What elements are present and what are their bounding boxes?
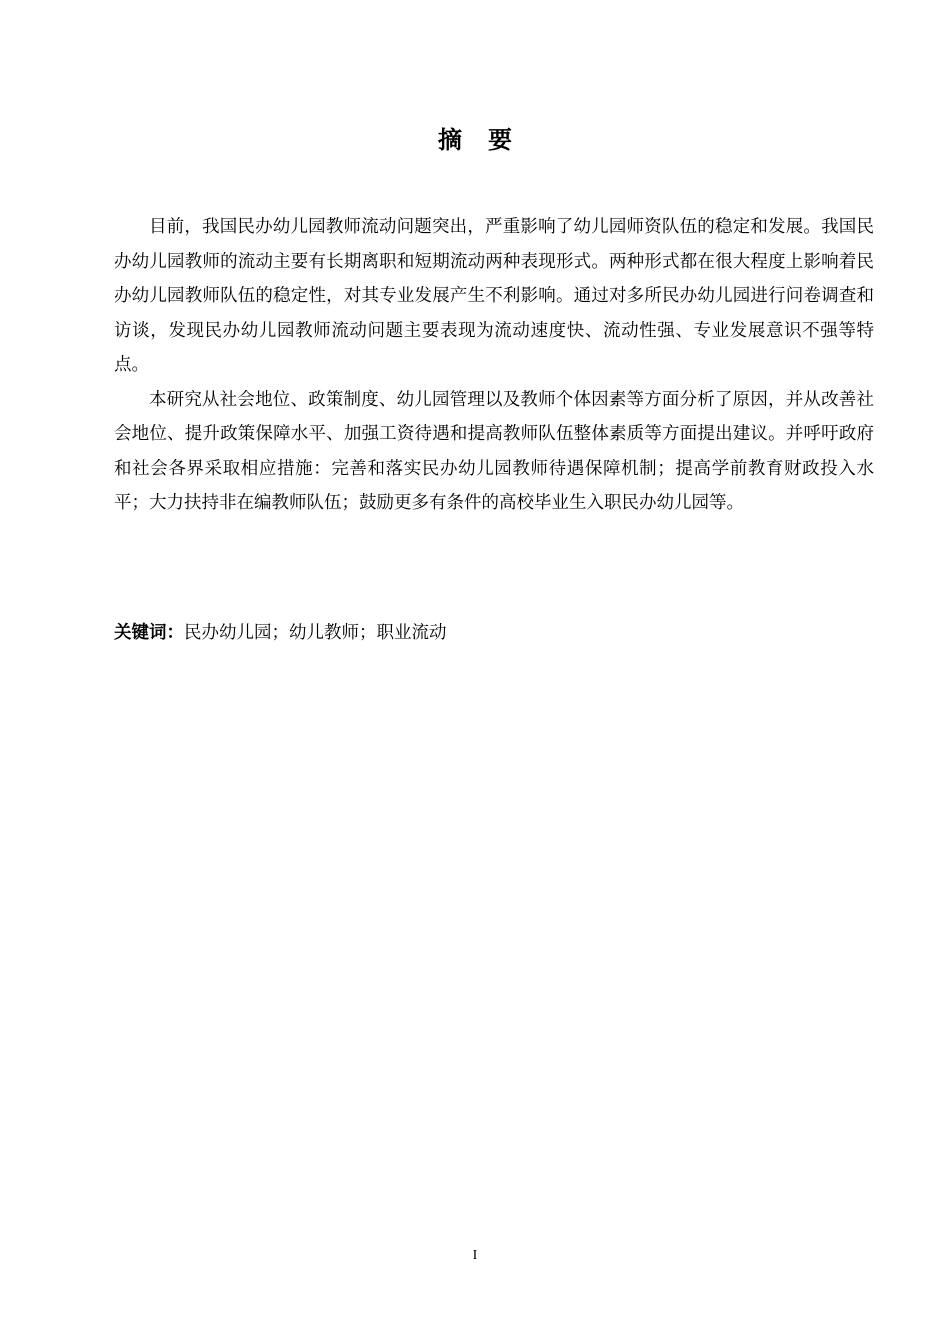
page-number: I xyxy=(472,1248,478,1263)
keywords-line xyxy=(114,618,874,648)
abstract-paragraph-2: 本研究从社会地位、政策制度、幼儿园管理以及教师个体因素等方面分析了原因，并从改善社会地位、提升政策保障水平、加强工资待遇和提高教师队伍整体素质等方面提出建议。并呼吁政府和社会各界采取相应措施：完善和落实民办幼儿园教师待遇保障机制；提高学前教育财政投入水平；大力扶持非在编教师队伍；鼓励更多有条件的高校毕业生入职民办幼儿园等。 xyxy=(114,389,874,513)
keywords-value: 民办幼儿园；幼儿教师；职业流动 xyxy=(184,623,447,643)
keywords-label: 关键词： xyxy=(114,623,184,643)
abstract-title: 摘要 xyxy=(438,126,538,154)
abstract-body xyxy=(114,210,874,521)
abstract-paragraph-1: 目前，我国民办幼儿园教师流动问题突出，严重影响了幼儿园师资队伍的稳定和发展。我国民办幼儿园教师的流动主要有长期离职和短期流动两种表现形式。两种形式都在很大程度上影响着民办幼儿园教师队伍的稳定性，对其专业发展产生不利影响。通过对多所民办幼儿园进行问卷调查和访谈，发现民办幼儿园教师流动问题主要表现为流动速度快、流动性强、专业发展意识不强等特点。 xyxy=(114,217,874,375)
